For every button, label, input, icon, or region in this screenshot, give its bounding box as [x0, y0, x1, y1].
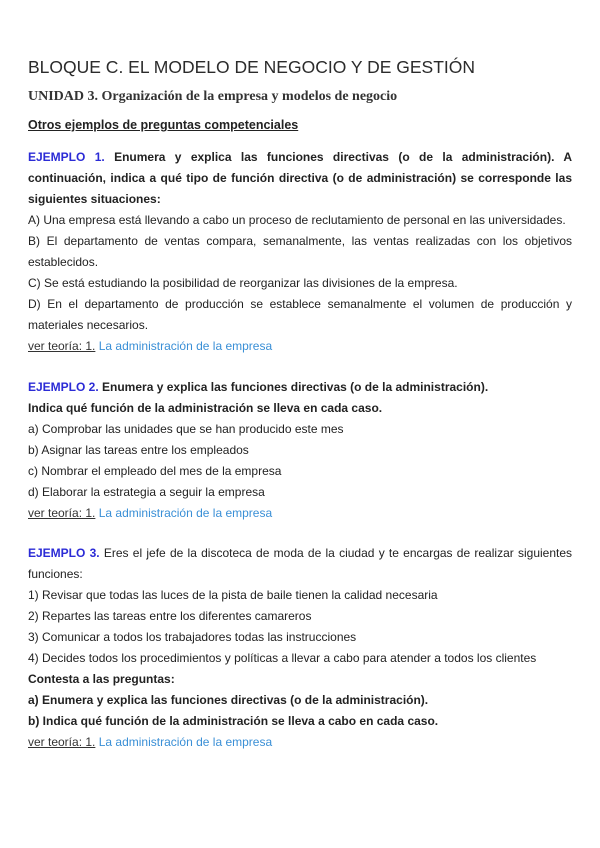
theory-link[interactable]: La administración de la empresa [95, 339, 273, 353]
example-1-label: EJEMPLO 1. [28, 150, 105, 164]
example-2 [28, 377, 572, 524]
example-1-item-c: C) Se está estudiando la posibilidad de reorganizar las divisiones de la empresa. [28, 276, 458, 290]
example-3-item-3: 3) Comunicar a todos los trabajadores todas las instrucciones [28, 630, 357, 644]
example-1 [28, 147, 572, 357]
example-1-item-a: A) Una empresa está llevando a cabo un proceso de reclutamiento de personal en las universidades. [28, 213, 566, 227]
example-3-intro-text: Eres el jefe de la discoteca de moda de la ciudad y te encargas de realizar siguientes funciones: [28, 546, 573, 581]
example-2-item-a: a) Comprobar las unidades que se han producido este mes [28, 422, 344, 436]
example-2-item-b: b) Asignar las tareas entre los empleados [28, 443, 249, 457]
example-3-item-1: 1) Revisar que todas las luces de la pista de baile tienen la calidad necesaria [28, 588, 438, 602]
unit-title: UNIDAD 3. Organización de la empresa y modelos de negocio [28, 89, 398, 104]
section-heading: Otros ejemplos de preguntas competenciales [28, 118, 299, 132]
example-3-label: EJEMPLO 3. [28, 546, 100, 560]
example-1-item-b: B) El departamento de ventas compara, semanalmente, las ventas realizadas con los objetivos establecidos. [28, 234, 572, 269]
example-3-answer-a: a) Enumera y explica las funciones directivas (o de la administración). [28, 693, 429, 707]
theory-link[interactable]: La administración de la empresa [95, 735, 273, 749]
example-2-question-2: Indica qué función de la administración se lleva en cada caso. [28, 401, 383, 415]
example-2-theory-link[interactable] [28, 503, 572, 524]
block-title: BLOQUE C. EL MODELO DE NEGOCIO Y DE GESTIÓN [28, 57, 476, 77]
theory-link[interactable]: La administración de la empresa [95, 506, 273, 520]
example-1-item-d: D) En el departamento de producción se establece semanalmente el volumen de producción y materiales necesarios. [28, 297, 572, 332]
theory-prefix: ver teoría: 1. [28, 506, 96, 520]
example-2-question [28, 377, 572, 398]
example-3-theory-link[interactable] [28, 732, 572, 753]
example-2-item-c: c) Nombrar el empleado del mes de la empresa [28, 464, 282, 478]
example-2-item-d: d) Elaborar la estrategia a seguir la empresa [28, 485, 265, 499]
example-1-question-text: Enumera y explica las funciones directivas (o de la administración). A continuación, indica a qué tipo de función directiva (o de administración) se corresponde las siguientes situaciones: [28, 150, 572, 206]
example-3-item-2: 2) Repartes las tareas entre los diferentes camareros [28, 609, 312, 623]
example-2-question-text: Enumera y explica las funciones directivas (o de la administración). [98, 380, 489, 394]
example-1-question [28, 147, 572, 210]
example-3 [28, 543, 572, 753]
example-3-answer-b: b) Indica qué función de la administración se lleva a cabo en cada caso. [28, 714, 439, 728]
example-3-answer-title: Contesta a las preguntas: [28, 672, 175, 686]
example-2-label: EJEMPLO 2. [28, 380, 99, 394]
theory-prefix: ver teoría: 1. [28, 735, 96, 749]
theory-prefix: ver teoría: 1. [28, 339, 96, 353]
example-1-theory-link[interactable] [28, 336, 572, 357]
example-3-item-4: 4) Decides todos los procedimientos y políticas a llevar a cabo para atender a todos los clientes [28, 651, 537, 665]
example-3-intro [28, 543, 572, 585]
